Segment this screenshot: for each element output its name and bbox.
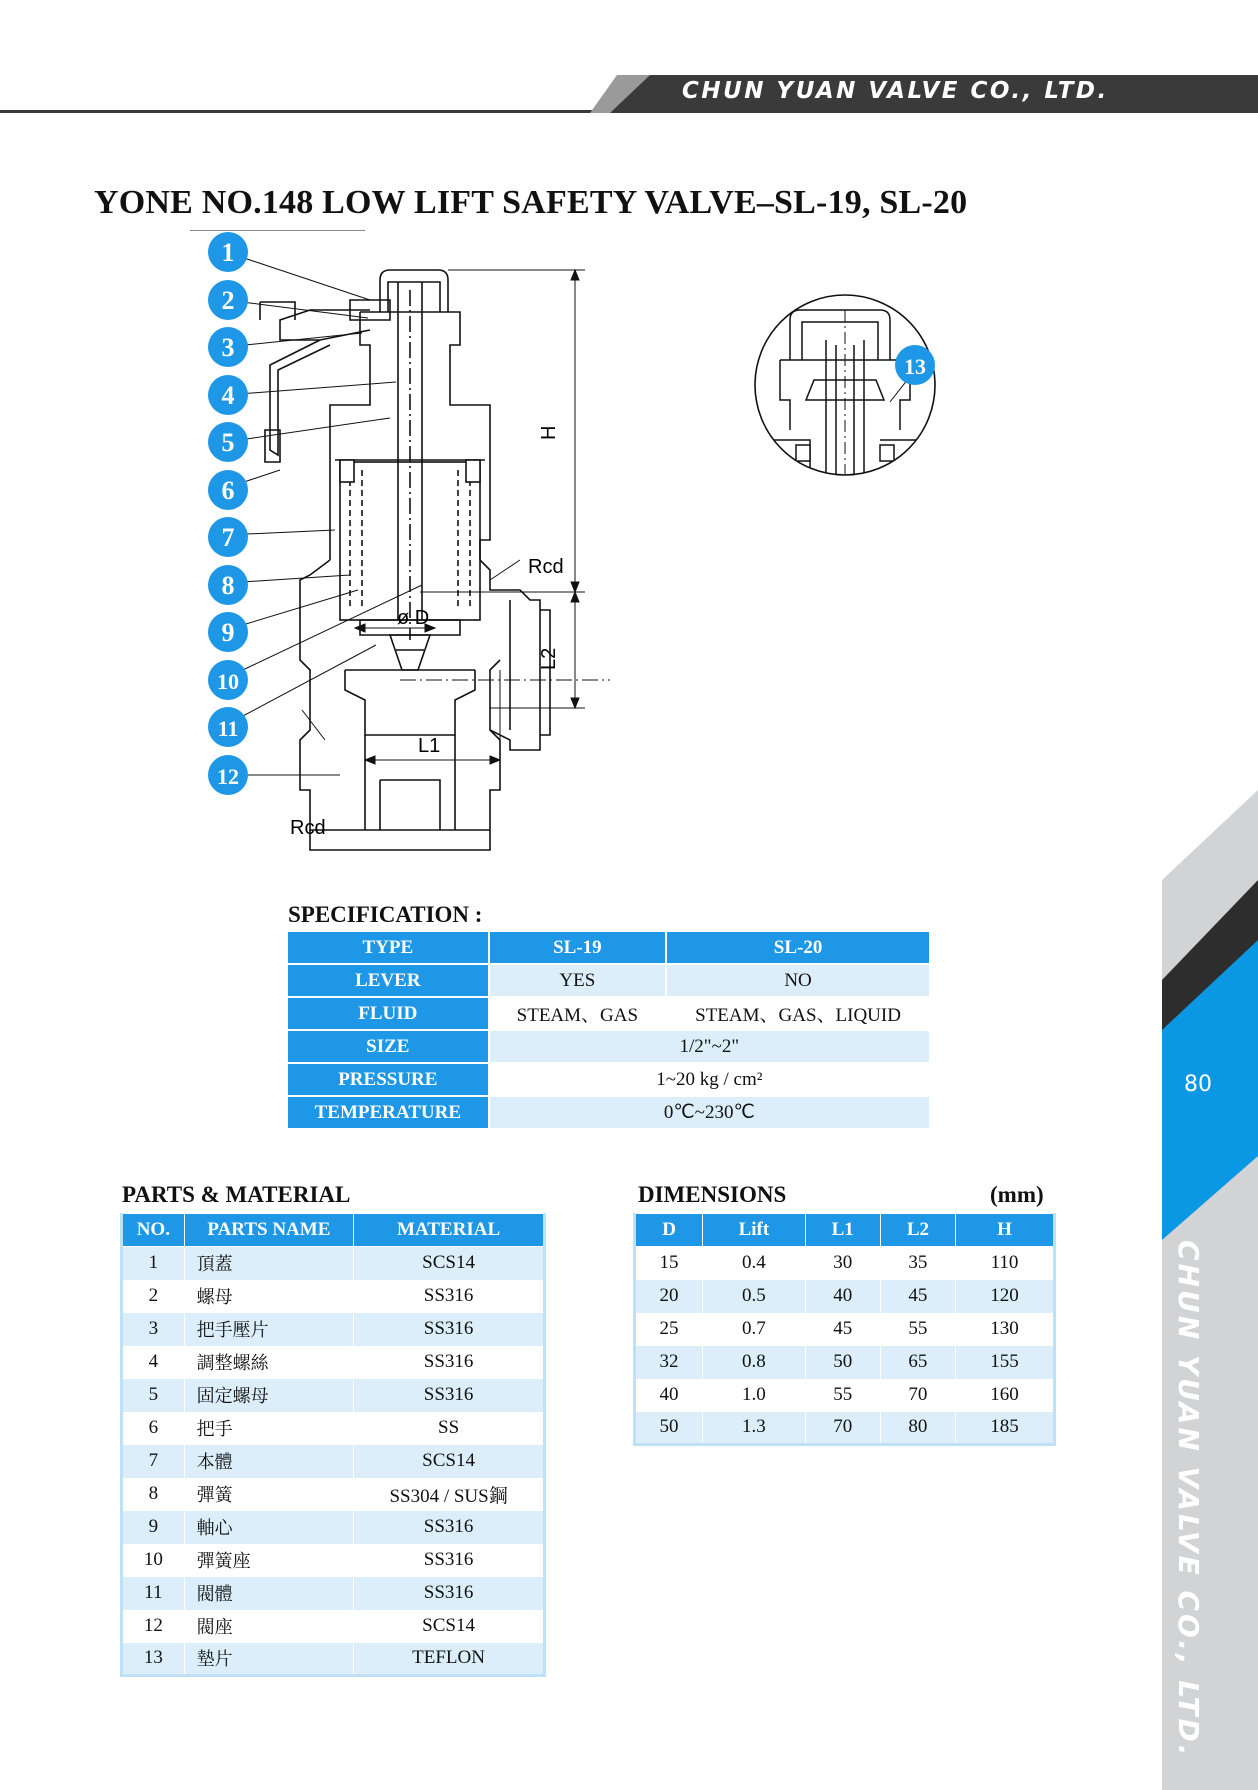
- dimensions-table: [633, 1213, 1056, 1446]
- dims-cell: 20: [635, 1280, 703, 1313]
- dims-cell: 45: [880, 1280, 955, 1313]
- dims-cell: 120: [956, 1280, 1055, 1313]
- parts-no-cell: 5: [122, 1379, 185, 1412]
- dimensions-unit: (mm): [990, 1182, 1044, 1207]
- callout-2: 2: [221, 286, 235, 315]
- callout-12: 12: [217, 764, 239, 789]
- dims-row: [635, 1313, 1055, 1346]
- parts-name-cell: 固定螺母: [184, 1379, 354, 1412]
- callout-9: 9: [221, 618, 235, 647]
- parts-row: [122, 1313, 545, 1346]
- parts-row: [122, 1610, 545, 1643]
- callout-3: 3: [221, 333, 235, 362]
- parts-row: [122, 1247, 545, 1280]
- parts-no-cell: 9: [122, 1511, 185, 1544]
- dims-cell: 55: [880, 1313, 955, 1346]
- parts-row: [122, 1445, 545, 1478]
- dims-row: [635, 1379, 1055, 1412]
- parts-row: [122, 1346, 545, 1379]
- rcd-bottom-label: Rcd: [290, 817, 326, 839]
- dims-cell: 130: [956, 1313, 1055, 1346]
- parts-heading: PARTS & MATERIAL: [122, 1182, 351, 1207]
- parts-name-cell: 本體: [184, 1445, 354, 1478]
- parts-name-cell: 把手壓片: [184, 1313, 354, 1346]
- detail-view: [755, 295, 935, 510]
- dims-cell: 155: [956, 1346, 1055, 1379]
- callout-5: 5: [221, 428, 235, 457]
- parts-row: [122, 1379, 545, 1412]
- dims-cell: 0.8: [703, 1346, 806, 1379]
- spec-col-sl19: SL-19: [489, 931, 666, 964]
- parts-name-cell: 螺母: [184, 1280, 354, 1313]
- dims-cell: 70: [805, 1412, 880, 1445]
- parts-row: [122, 1412, 545, 1445]
- spec-cell: YES: [489, 964, 666, 997]
- parts-row: [122, 1643, 545, 1676]
- parts-name-cell: 閥座: [184, 1610, 354, 1643]
- callout-13: 13: [904, 354, 926, 379]
- parts-material-cell: SS: [354, 1412, 545, 1445]
- dims-row: [635, 1412, 1055, 1445]
- dims-cell: 0.5: [703, 1280, 806, 1313]
- parts-name-cell: 調整螺絲: [184, 1346, 354, 1379]
- callout-10: 10: [217, 669, 239, 694]
- parts-material-cell: SCS14: [354, 1610, 545, 1643]
- dims-cell: 35: [880, 1247, 955, 1280]
- callout-1: 1: [221, 238, 235, 267]
- page-number: 80: [1184, 1072, 1212, 1097]
- callout-11: 11: [217, 716, 239, 741]
- spec-col-type: TYPE: [287, 931, 489, 964]
- spec-cell: 0℃~230℃: [489, 1096, 930, 1129]
- spec-row-label: TEMPERATURE: [287, 1096, 489, 1129]
- dims-cell: 50: [635, 1412, 703, 1445]
- spec-cell: STEAM、GAS: [489, 997, 666, 1030]
- header-company: CHUN YUAN VALVE CO., LTD.: [682, 78, 1109, 104]
- parts-name-cell: 彈簧: [184, 1478, 354, 1511]
- dim-l2-label: L2: [538, 647, 560, 670]
- dims-cell: 0.7: [703, 1313, 806, 1346]
- parts-row: [122, 1544, 545, 1577]
- parts-no-cell: 6: [122, 1412, 185, 1445]
- parts-material-cell: SS316: [354, 1511, 545, 1544]
- parts-name-cell: 軸心: [184, 1511, 354, 1544]
- parts-name-cell: 彈簧座: [184, 1544, 354, 1577]
- parts-no-cell: 1: [122, 1247, 185, 1280]
- dims-col-d: D: [635, 1214, 703, 1247]
- dims-col-lift: Lift: [703, 1214, 806, 1247]
- spec-cell: 1~20 kg / cm²: [489, 1063, 930, 1096]
- dims-cell: 1.0: [703, 1379, 806, 1412]
- callout-6: 6: [221, 476, 235, 505]
- parts-material-cell: SS316: [354, 1544, 545, 1577]
- parts-row: [122, 1511, 545, 1544]
- spec-col-sl20: SL-20: [666, 931, 930, 964]
- spec-cell: STEAM、GAS、LIQUID: [666, 997, 930, 1030]
- parts-no-cell: 10: [122, 1544, 185, 1577]
- parts-material-cell: SS316: [354, 1379, 545, 1412]
- dims-cell: 45: [805, 1313, 880, 1346]
- parts-material-cell: SS316: [354, 1346, 545, 1379]
- parts-material-cell: SS316: [354, 1280, 545, 1313]
- side-vertical-text: [1172, 1240, 1222, 1759]
- dims-cell: 25: [635, 1313, 703, 1346]
- spec-row-label: LEVER: [287, 964, 489, 997]
- dims-cell: 110: [956, 1247, 1055, 1280]
- callout-8: 8: [221, 571, 235, 600]
- spec-row-label: PRESSURE: [287, 1063, 489, 1096]
- dims-cell: 32: [635, 1346, 703, 1379]
- parts-table: [120, 1213, 546, 1677]
- page-title: YONE NO.148 LOW LIFT SAFETY VALVE–SL-19, SL-20: [94, 184, 968, 221]
- parts-material-cell: SCS14: [354, 1247, 545, 1280]
- parts-material-cell: SS316: [354, 1313, 545, 1346]
- parts-material-cell: SS316: [354, 1577, 545, 1610]
- dims-col-h: H: [956, 1214, 1055, 1247]
- dims-cell: 80: [880, 1412, 955, 1445]
- parts-name-cell: 閥體: [184, 1577, 354, 1610]
- dim-h-label: H: [538, 425, 560, 440]
- parts-no-cell: 7: [122, 1445, 185, 1478]
- side-company-text: CHUN YUAN VALVE CO., LTD.: [1172, 1240, 1205, 1759]
- dims-cell: 50: [805, 1346, 880, 1379]
- parts-row: [122, 1577, 545, 1610]
- parts-row: [122, 1478, 545, 1511]
- dims-row: [635, 1247, 1055, 1280]
- parts-no-cell: 12: [122, 1610, 185, 1643]
- parts-material-cell: SS304 / SUS鋼: [354, 1478, 545, 1511]
- parts-name-cell: 頂蓋: [184, 1247, 354, 1280]
- dims-row: [635, 1346, 1055, 1379]
- parts-name-cell: 把手: [184, 1412, 354, 1445]
- dim-l1-label: L1: [418, 735, 441, 757]
- dims-cell: 40: [805, 1280, 880, 1313]
- dims-cell: 1.3: [703, 1412, 806, 1445]
- dims-cell: 0.4: [703, 1247, 806, 1280]
- parts-col-no: NO.: [122, 1214, 185, 1247]
- callout-4: 4: [221, 381, 235, 410]
- dims-col-l2: L2: [880, 1214, 955, 1247]
- parts-no-cell: 4: [122, 1346, 185, 1379]
- spec-row-label: SIZE: [287, 1030, 489, 1063]
- parts-col-name: PARTS NAME: [184, 1214, 354, 1247]
- parts-no-cell: 8: [122, 1478, 185, 1511]
- specification-heading: SPECIFICATION :: [288, 902, 483, 927]
- specification-table: [286, 930, 931, 1130]
- parts-material-cell: TEFLON: [354, 1643, 545, 1676]
- dims-cell: 70: [880, 1379, 955, 1412]
- rcd-top-label: Rcd: [528, 556, 564, 578]
- spec-cell: 1/2"~2": [489, 1030, 930, 1063]
- parts-no-cell: 3: [122, 1313, 185, 1346]
- dims-cell: 15: [635, 1247, 703, 1280]
- parts-no-cell: 2: [122, 1280, 185, 1313]
- dims-row: [635, 1280, 1055, 1313]
- parts-name-cell: 墊片: [184, 1643, 354, 1676]
- parts-no-cell: 13: [122, 1643, 185, 1676]
- dims-cell: 55: [805, 1379, 880, 1412]
- dims-col-l1: L1: [805, 1214, 880, 1247]
- dims-cell: 30: [805, 1247, 880, 1280]
- dimensions-heading: DIMENSIONS: [638, 1182, 787, 1207]
- parts-col-material: MATERIAL: [354, 1214, 545, 1247]
- valve-cross-section-drawing: [190, 230, 990, 890]
- dims-cell: 160: [956, 1379, 1055, 1412]
- dims-cell: 185: [956, 1412, 1055, 1445]
- parts-material-cell: SCS14: [354, 1445, 545, 1478]
- parts-row: [122, 1280, 545, 1313]
- callout-7: 7: [221, 523, 235, 552]
- dims-cell: 40: [635, 1379, 703, 1412]
- dims-cell: 65: [880, 1346, 955, 1379]
- spec-cell: NO: [666, 964, 930, 997]
- spec-row-label: FLUID: [287, 997, 489, 1030]
- parts-no-cell: 11: [122, 1577, 185, 1610]
- dim-d-label: ø D: [397, 607, 430, 629]
